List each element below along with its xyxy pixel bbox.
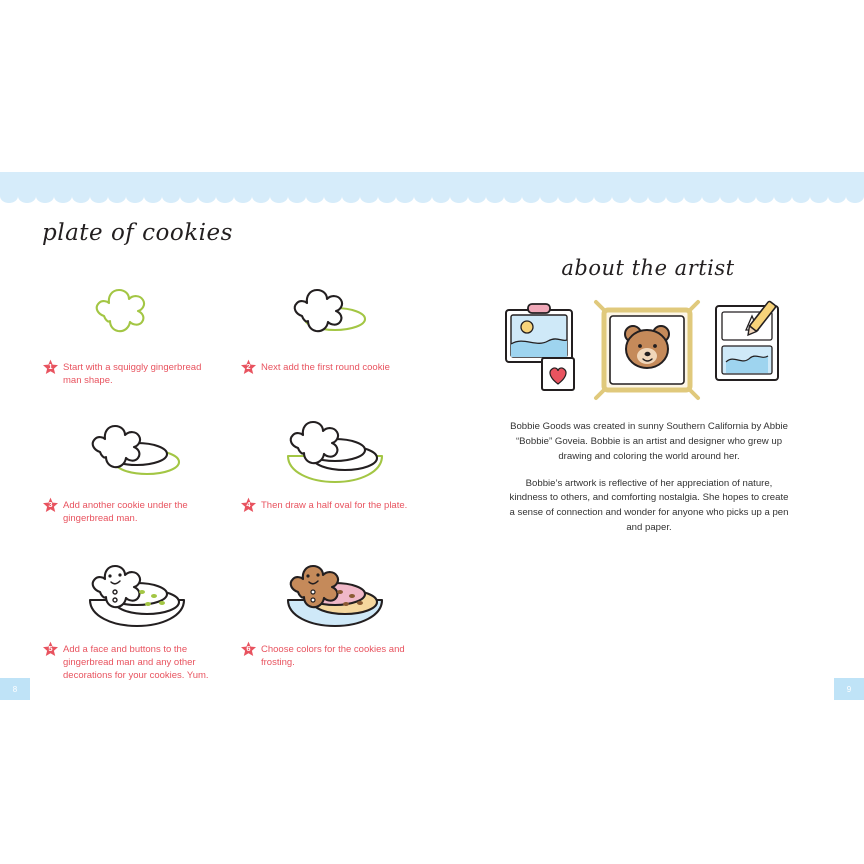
- step-2-caption: [240, 360, 416, 376]
- step-text: Next add the first round cookie: [261, 362, 390, 373]
- book-spread: [0, 172, 864, 700]
- step-2: [240, 264, 430, 376]
- heart-photo-icon: [542, 358, 574, 390]
- step-6-illustration: [240, 546, 430, 642]
- step-3: [42, 402, 232, 525]
- step-1-caption: [42, 360, 218, 387]
- star-badge-icon: [240, 359, 257, 376]
- sketchpad-with-pencil-icon: [716, 301, 778, 380]
- star-badge-icon: [42, 359, 59, 376]
- framed-landscape-painting-icon: [506, 304, 572, 362]
- star-badge-icon: [42, 641, 59, 658]
- step-4-illustration: [240, 402, 430, 498]
- star-badge-icon: [240, 497, 257, 514]
- step-3-illustration: [42, 402, 232, 498]
- page-title-left: plate of cookies: [42, 220, 233, 246]
- step-1: [42, 264, 232, 387]
- step-6: [240, 546, 430, 669]
- star-badge-icon: [240, 641, 257, 658]
- bear-portrait-icon: [596, 302, 698, 398]
- artist-bio-paragraph-1: Bobbie Goods was created in sunny Southern California by Abbie “Bobbie” Goveia. Bobbie is an artist and designer who grew up drawing and coloring the world around her.: [510, 421, 788, 462]
- step-text: Start with a squiggly gingerbread man shape.: [63, 362, 202, 387]
- step-2-illustration: [240, 264, 430, 360]
- step-text: Add another cookie under the gingerbread man.: [63, 500, 188, 525]
- page-number-right: 9: [834, 678, 864, 700]
- step-1-illustration: [42, 264, 232, 360]
- step-5-caption: [42, 642, 218, 682]
- step-3-caption: [42, 498, 218, 525]
- step-4: [240, 402, 430, 514]
- artist-bio-paragraph-2: Bobbie’s artwork is reflective of her appreciation of nature, kindness to others, and comforting nostalgia. She hopes to create a sense of connection and wonder for anyone who picks up a pen and paper.: [509, 477, 789, 534]
- artist-bio: [506, 420, 792, 548]
- step-4-caption: [240, 498, 416, 514]
- step-5: [42, 546, 232, 682]
- step-5-illustration: [42, 546, 232, 642]
- page-title-right: about the artist: [561, 256, 735, 280]
- step-number: 5: [48, 644, 53, 654]
- step-text: Choose colors for the cookies and frosting.: [261, 644, 405, 669]
- step-6-caption: [240, 642, 416, 669]
- star-badge-icon: [42, 497, 59, 514]
- step-number: 6: [246, 644, 251, 654]
- page-number-left: 8: [0, 678, 30, 700]
- step-text: Then draw a half oval for the plate.: [261, 500, 408, 511]
- step-number: 3: [48, 500, 53, 510]
- artist-illustration: [500, 296, 796, 406]
- step-number: 2: [246, 362, 251, 372]
- top-cloud-band: [0, 172, 864, 196]
- right-page: [432, 196, 864, 700]
- step-text: Add a face and buttons to the gingerbread man and any other decorations for your cookies. Yum.: [63, 644, 209, 682]
- step-number: 1: [48, 362, 53, 372]
- step-number: 4: [246, 500, 251, 510]
- left-page: [0, 196, 432, 700]
